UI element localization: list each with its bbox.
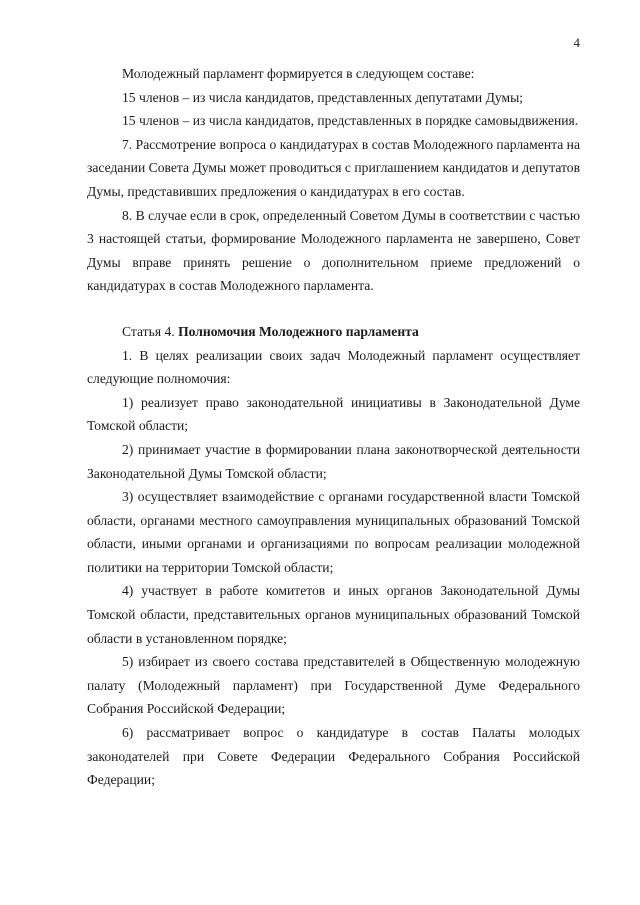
power-item-2: 2) принимает участие в формировании плана законотворческой деятельности Законодательной Думы Томской области; [87,441,580,481]
article-intro: 1. В целях реализации своих задач Молодежный парламент осуществляет следующие полномочия: [87,347,580,387]
paragraph-item-8: 8. В случае если в срок, определенный Советом Думы в соответствии с частью 3 настоящей статьи, формирование Молодежного парламента не завершено, Совет Думы вправе принять решение о дополнительном приеме предложений о кандидатурах в состав Молодежного парламента. [87,207,580,294]
article-prefix: Статья 4. [122,323,179,339]
paragraph-self-nomination-quota: 15 членов – из числа кандидатов, представленных в порядке самовыдвижения. [122,113,579,129]
page-number: 4 [573,35,580,50]
power-item-6: 6) рассматривает вопрос о кандидатуре в состав Палаты молодых законодателей при Совете Федерации Федерального Собрания Российской Федерации; [87,725,580,788]
power-item-1: 1) реализует право законодательной инициативы в Законодательной Думе Томской области; [87,394,580,434]
paragraph-deputies-quota: 15 членов – из числа кандидатов, представленных депутатами Думы; [122,89,523,105]
paragraph-composition: Молодежный парламент формируется в следующем составе: [122,66,475,81]
document-body [87,62,580,792]
article-heading [87,320,580,344]
power-item-3: 3) осуществляет взаимодействие с органами государственной власти Томской области, органами местного самоуправления муниципальных образований Томской области, иными органами и организациями по вопросам реализации молодежной политики на территории Томской области; [87,489,580,575]
article-title: Полномочия Молодежного парламента [178,323,419,339]
power-item-4: 4) участвует в работе комитетов и иных органов Законодательной Думы Томской области, представительных органов муниципальных образований Томской области в установленном порядке; [87,583,580,646]
power-item-5: 5) избирает из своего состава представителей в Общественную молодежную палату (Молодежный парламент) при Государственной Думе Федерального Собрания Российской Федерации; [87,654,580,717]
paragraph-item-7: 7. Рассмотрение вопроса о кандидатурах в состав Молодежного парламента на заседании Совета Думы может проводиться с приглашением кандидатов и депутатов Думы, представивших предложения о кандидатурах в его состав. [87,136,580,199]
